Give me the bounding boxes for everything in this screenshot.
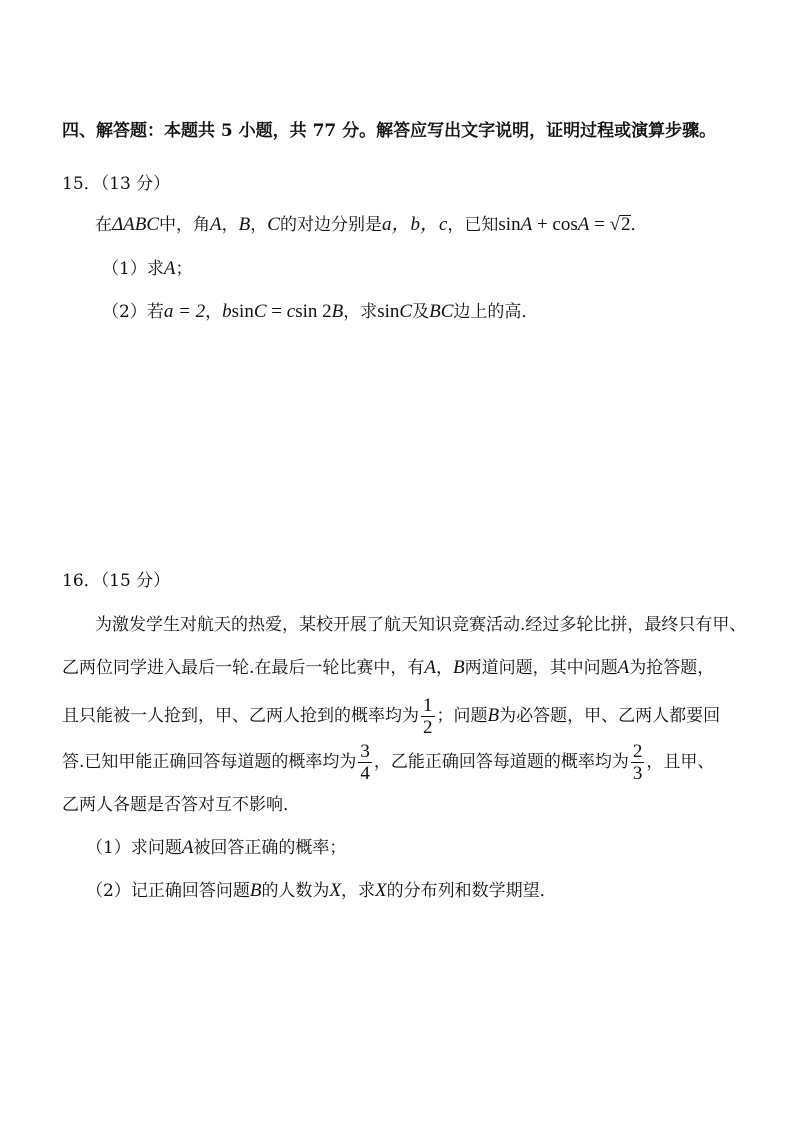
fraction-denominator: 4 bbox=[360, 763, 370, 784]
q15-part1-var: A bbox=[163, 258, 176, 279]
q15-part2-mid: ，求 bbox=[343, 302, 378, 322]
q15-part2-bc: BC bbox=[429, 301, 454, 322]
fraction-numerator: 1 bbox=[423, 695, 433, 716]
q15-part1-label: （1）求 bbox=[102, 259, 164, 279]
q15-part2-b-upper: B bbox=[331, 301, 344, 322]
q16-line2-comma: ， bbox=[436, 658, 454, 678]
q15-formula-root: √ bbox=[609, 214, 620, 235]
q15-stem-mid3: ，已知 bbox=[447, 215, 499, 235]
q16-line3 bbox=[62, 694, 720, 738]
q15-formula-plus: + bbox=[532, 214, 553, 235]
q16-part2-mid1: 的人数为 bbox=[261, 881, 330, 901]
q16-part1-a: A bbox=[181, 837, 194, 858]
q16-part2-b: B bbox=[249, 880, 262, 901]
q15-stem-mid1: 中，角 bbox=[159, 215, 211, 235]
q16-line1: 为激发学生对航天的热爱，某校开展了航天知识竞赛活动.经过多轮比拼，最终只有甲、 bbox=[95, 615, 747, 635]
fraction-numerator: 3 bbox=[360, 741, 370, 762]
q16-number: 16．（15 分） bbox=[62, 571, 171, 591]
q15-angle-c: C bbox=[267, 214, 280, 235]
q15-part2-b: b bbox=[222, 301, 232, 322]
q15-part2-sin1: sin bbox=[231, 301, 254, 322]
q16-line2-b: B bbox=[453, 657, 465, 678]
section-title: 四、解答题：本题共 5 小题，共 77 分。解答应写出文字说明，证明过程或演算步骤。 bbox=[62, 121, 717, 141]
q15-stem-mid2: 的对边分别是 bbox=[279, 215, 382, 235]
q15-part2-label: （2）若 bbox=[102, 302, 164, 322]
q15-part2-end: 边上的高． bbox=[453, 302, 539, 322]
q16-line2-a: A bbox=[424, 657, 437, 678]
q16-line2-pre: 乙两位同学进入最后一轮.在最后一轮比赛中，有 bbox=[62, 658, 425, 678]
q16-part2-mid2: ，求 bbox=[341, 881, 376, 901]
q16-line4-end: ，且甲、 bbox=[646, 752, 715, 772]
q16-line5: 乙两人各题是否答对互不影响． bbox=[62, 795, 300, 815]
fraction-two-thirds bbox=[631, 741, 645, 784]
q16-line4-mid: ，乙能正确回答每道题的概率均为 bbox=[373, 752, 629, 772]
q15-part2-sin2: sin 2 bbox=[295, 301, 332, 322]
q16-part1-end: 被回答正确的概率； bbox=[193, 838, 347, 858]
q15-formula-eq: = bbox=[589, 214, 610, 235]
q15-formula-a1: A bbox=[520, 214, 533, 235]
q15-part1 bbox=[102, 258, 192, 280]
q15-stem-pre: 在 bbox=[95, 215, 112, 235]
q16-line2-a2: A bbox=[617, 657, 630, 678]
q15-comma1: ， bbox=[221, 215, 239, 235]
q15-number: 15．（13 分） bbox=[62, 174, 171, 194]
q15-triangle: ΔABC bbox=[112, 214, 160, 235]
q16-line4 bbox=[62, 740, 714, 784]
q16-part2 bbox=[86, 880, 557, 902]
q15-comma2: ， bbox=[250, 215, 268, 235]
q15-part2-c-upper: C bbox=[253, 301, 267, 322]
q16-part1 bbox=[86, 837, 346, 859]
q16-part1-pre: （1）求问题 bbox=[86, 838, 182, 858]
q16-line3-pre: 且只能被一人抢到，甲、乙两人抢到的概率均为 bbox=[62, 706, 419, 726]
q16-line3-b: B bbox=[487, 705, 500, 726]
q15-part2-comma1: ， bbox=[205, 302, 223, 322]
fraction-denominator: 2 bbox=[423, 717, 433, 738]
q16-part2-x2: X bbox=[375, 880, 387, 901]
q16-line3-end: 为必答题，甲、乙两人都要回 bbox=[499, 706, 721, 726]
q15-formula-sin: sin bbox=[498, 214, 521, 235]
q15-formula-a2: A bbox=[577, 214, 590, 235]
q16-part2-x: X bbox=[329, 880, 342, 901]
fraction-one-half bbox=[421, 695, 435, 738]
fraction-numerator: 2 bbox=[632, 741, 643, 762]
q15-part1-end: ； bbox=[175, 259, 193, 279]
q16-part2-pre: （2）记正确回答问题 bbox=[86, 881, 250, 901]
q16-part2-end: 的分布列和数学期望． bbox=[386, 881, 557, 901]
q15-part2-sinc-sin: sin bbox=[377, 301, 400, 322]
q16-line3-mid: ；问题 bbox=[436, 706, 488, 726]
q16-line2-end: 为抢答题， bbox=[629, 658, 715, 678]
q15-stem bbox=[95, 214, 648, 236]
q15-part2-c-lower: c bbox=[286, 301, 296, 322]
q15-part2-eq: = bbox=[266, 301, 287, 322]
q15-part2-sinc-c: C bbox=[399, 301, 413, 322]
fraction-three-quarters bbox=[358, 741, 372, 784]
fraction-denominator: 3 bbox=[632, 763, 643, 784]
q15-sides: a，b，c bbox=[381, 214, 448, 235]
q15-formula-cos: cos bbox=[552, 214, 578, 235]
q15-angle-b: B bbox=[238, 214, 251, 235]
q16-line2-mid: 两道问题，其中问题 bbox=[464, 658, 618, 678]
q15-part2 bbox=[102, 301, 538, 323]
q15-stem-end: ． bbox=[630, 215, 648, 235]
q15-formula-two: 2 bbox=[621, 214, 631, 235]
q16-line4-pre: 答.已知甲能正确回答每道题的概率均为 bbox=[62, 752, 357, 772]
q15-part2-cond1: a = 2 bbox=[163, 301, 206, 322]
q15-part2-mid2: 及 bbox=[412, 302, 430, 322]
q15-angle-a: A bbox=[210, 214, 222, 235]
q16-line2 bbox=[62, 657, 714, 679]
